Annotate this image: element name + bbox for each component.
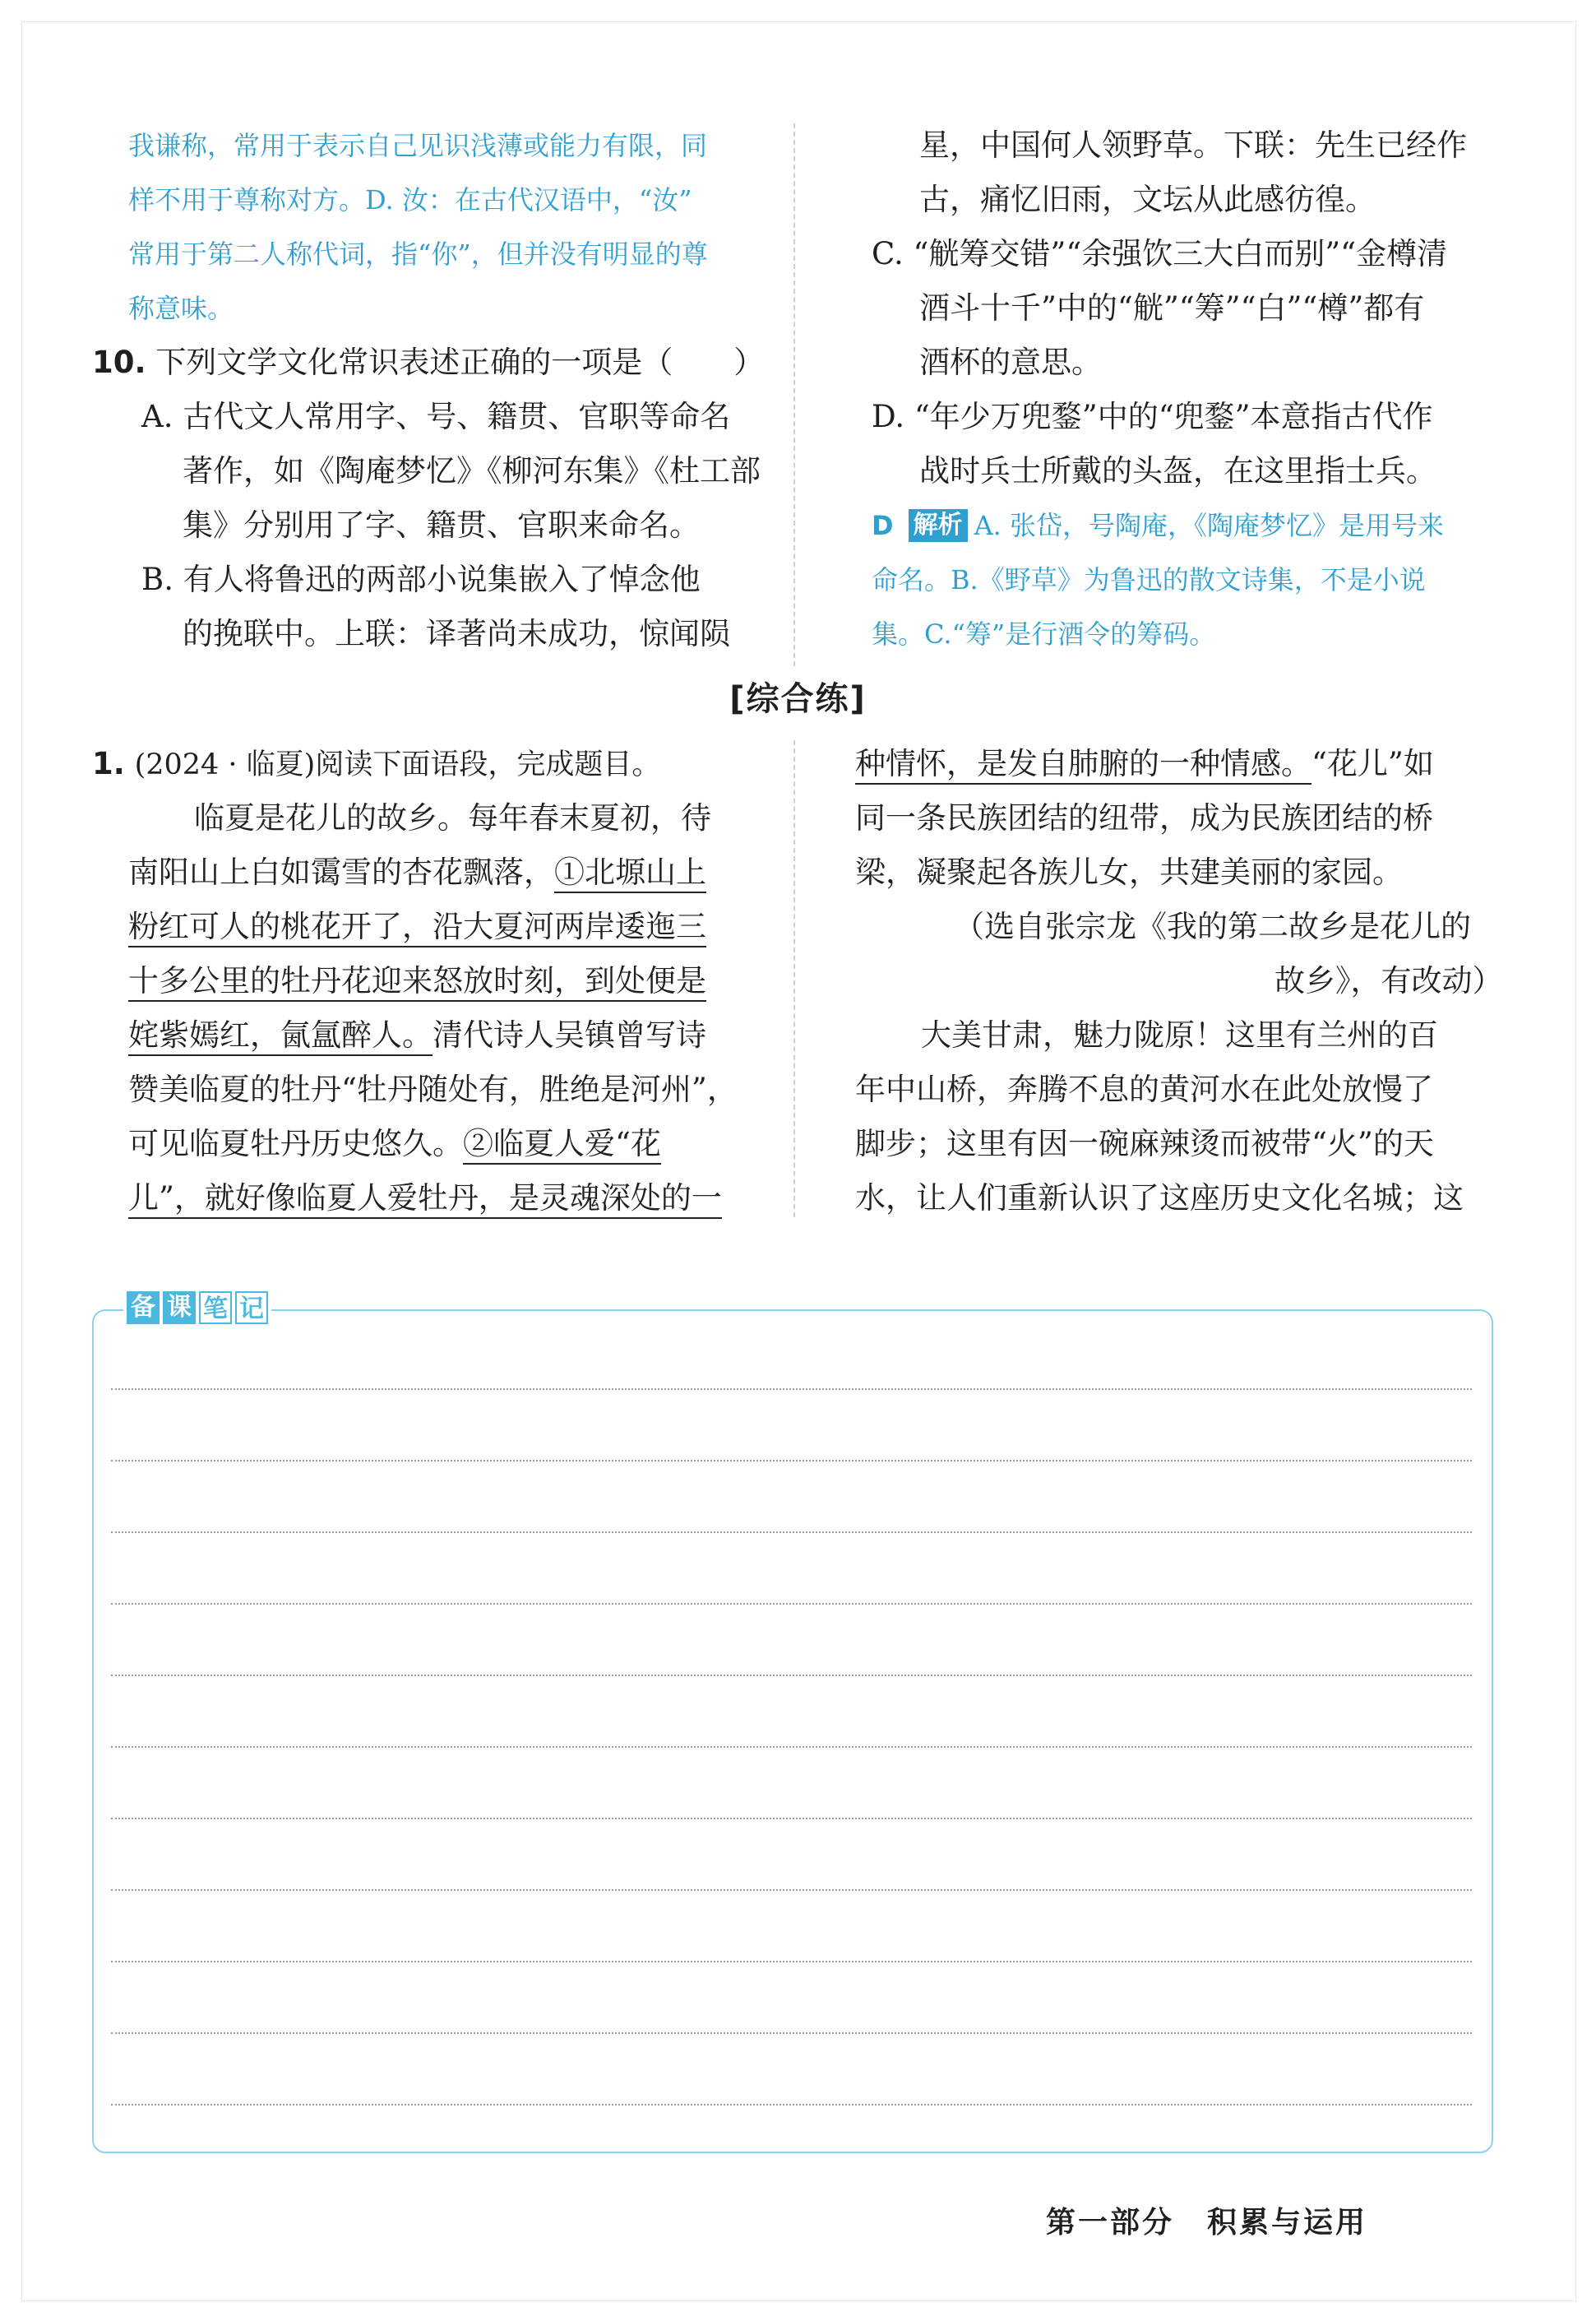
q1-stem <box>92 737 660 791</box>
passage-line: 赞美临夏的牡丹“牡丹随处有，胜绝是河州”， <box>128 1072 738 1107</box>
q10-analysis-text: A. 张岱，号陶庵，《陶庵梦忆》是用号来 <box>974 510 1445 541</box>
note-rule-line <box>111 1889 1472 1891</box>
q10-option-b-line: 古，痛忆旧雨，文坛从此感彷徨。 <box>919 182 1376 217</box>
note-rule-line <box>111 2104 1472 2106</box>
passage-line: 梁，凝聚起各族儿女，共建美丽的家园。 <box>855 855 1403 890</box>
q10-stem-text: 下列文学文化常识表述正确的一项是（ ） <box>155 345 765 380</box>
q10-option-d-line: D. “年少万兜鍪”中的“兜鍪”本意指古代作 <box>872 399 1433 434</box>
q10-analysis-line: 集。C.“筹”是行酒令的筹码。 <box>872 618 1216 650</box>
right-column-top <box>855 118 1513 678</box>
passage-line: 大美甘肃，魅力陇原！这里有兰州的百 <box>921 1017 1438 1053</box>
notes-tab-char: 备 <box>127 1291 160 1324</box>
underlined-sentence-2: 种情怀，是发自肺腑的一种情感。 <box>855 746 1311 785</box>
q10-option-d-line: 战时兵士所戴的头盔，在这里指士兵。 <box>919 453 1436 489</box>
q10-answer: D <box>872 510 894 541</box>
note-rule-line <box>111 1460 1472 1462</box>
q9-explanation-line: 常用于第二人称代词，指“你”，但并没有明显的尊 <box>128 239 708 270</box>
passage-line <box>128 954 706 1008</box>
passage-line: 年中山桥，奔腾不息的黄河水在此处放慢了 <box>855 1072 1433 1107</box>
underlined-sentence-2: ②临夏人爱“花 <box>463 1126 661 1165</box>
q10-option-a-line: 集》分别用了字、籍贯、官职来命名。 <box>183 507 700 543</box>
q1-stem-text: (2024 · 临夏)阅读下面语段，完成题目。 <box>134 748 661 781</box>
notes-tab-char: 记 <box>235 1291 268 1324</box>
underlined-sentence-1: 姹紫嫣红，氤氲醉人。 <box>128 1017 433 1056</box>
underlined-sentence-1: 粉红可人的桃花开了，沿大夏河两岸逶迤三 <box>128 909 706 947</box>
note-rule-line <box>111 2032 1472 2034</box>
analysis-label: 解析 <box>909 509 968 542</box>
underlined-sentence-1: 十多公里的牡丹花迎来怒放时刻，到处便是 <box>128 963 706 1002</box>
passage-line <box>855 737 1434 791</box>
q10-option-b-line: B. 有人将鲁迅的两部小说集嵌入了悼念他 <box>141 562 701 597</box>
passage-line: 脚步；这里有因一碗麻辣烫而被带“火”的天 <box>855 1126 1434 1161</box>
passage-line: 水，让人们重新认识了这座历史文化名城；这 <box>855 1180 1464 1216</box>
q9-explanation-line: 样不用于尊称对方。D. 汝：在古代汉语中，“汝” <box>128 184 692 215</box>
passage-line <box>128 1171 722 1225</box>
footer-part: 第一部分 <box>1046 2206 1175 2240</box>
left-column-top <box>92 118 766 678</box>
notes-tab-char: 笔 <box>199 1291 232 1324</box>
passage-text: 南阳山上白如霭雪的杏花飘落， <box>128 855 554 890</box>
passage-text: 清代诗人吴镇曾写诗 <box>433 1017 706 1053</box>
notes-box <box>92 1309 1493 2153</box>
passage-line <box>128 900 706 954</box>
q9-explanation-line: 我谦称，常用于表示自己见识浅薄或能力有限，同 <box>128 130 708 161</box>
note-rule-line <box>111 1531 1472 1533</box>
note-rule-line <box>111 1746 1472 1748</box>
note-rule-line <box>111 1961 1472 1962</box>
notes-tab-char: 课 <box>163 1291 196 1324</box>
column-divider-top <box>793 123 795 666</box>
passage-text: 可见临夏牡丹历史悠久。 <box>128 1126 463 1161</box>
q10-stem <box>92 336 764 390</box>
left-column-bottom <box>92 737 766 1230</box>
note-rule-line <box>111 1818 1472 1819</box>
passage-line <box>128 1117 661 1171</box>
q10-option-c-line: 酒斗十千”中的“觥”“筹”“白”“樽”都有 <box>919 290 1425 326</box>
column-divider-bottom <box>793 740 795 1217</box>
source-citation: （选自张宗龙《我的第二故乡是花儿的 <box>954 909 1471 944</box>
note-rule-line <box>111 1675 1472 1676</box>
underlined-sentence-2: 儿”，就好像临夏人爱牡丹，是灵魂深处的一 <box>128 1180 722 1219</box>
section-title: [综合练] <box>729 680 867 718</box>
q10-option-b-line: 的挽联中。上联：译著尚未成功，惊闻陨 <box>183 616 730 651</box>
passage-line <box>128 1008 706 1063</box>
note-rule-line <box>111 1388 1472 1390</box>
passage-line <box>128 845 706 900</box>
q10-analysis-line: 命名。B.《野草》为鲁迅的散文诗集，不是小说 <box>872 564 1426 595</box>
q10-option-a-line: A. 古代文人常用字、号、籍贯、官职等命名 <box>141 399 731 434</box>
q10-option-c-line: C. “觥筹交错”“余强饮三大白而别”“金樽清 <box>872 236 1448 271</box>
q10-analysis-line <box>872 498 1444 553</box>
q1-number: 1. <box>92 746 125 781</box>
q10-option-c-line: 酒杯的意思。 <box>919 345 1102 380</box>
q10-number: 10. <box>92 345 146 380</box>
footer-title: 积累与运用 <box>1207 2206 1368 2240</box>
q10-option-b-line: 星，中国何人领野草。下联：先生已经作 <box>919 127 1467 163</box>
passage-line: 同一条民族团结的纽带，成为民族团结的桥 <box>855 800 1433 836</box>
q10-option-a-line: 著作，如《陶庵梦忆》《柳河东集》《杜工部 <box>183 453 761 489</box>
source-citation: 故乡》，有改动） <box>1274 963 1503 998</box>
passage-line: 临夏是花儿的故乡。每年春末夏初，待 <box>194 800 711 836</box>
underlined-sentence-1: ①北塬山上 <box>554 855 706 893</box>
note-rule-line <box>111 1603 1472 1605</box>
q9-explanation-line: 称意味。 <box>128 293 234 324</box>
passage-text: “花儿”如 <box>1311 746 1434 781</box>
notes-tab <box>123 1291 271 1327</box>
right-column-bottom <box>855 737 1513 1230</box>
